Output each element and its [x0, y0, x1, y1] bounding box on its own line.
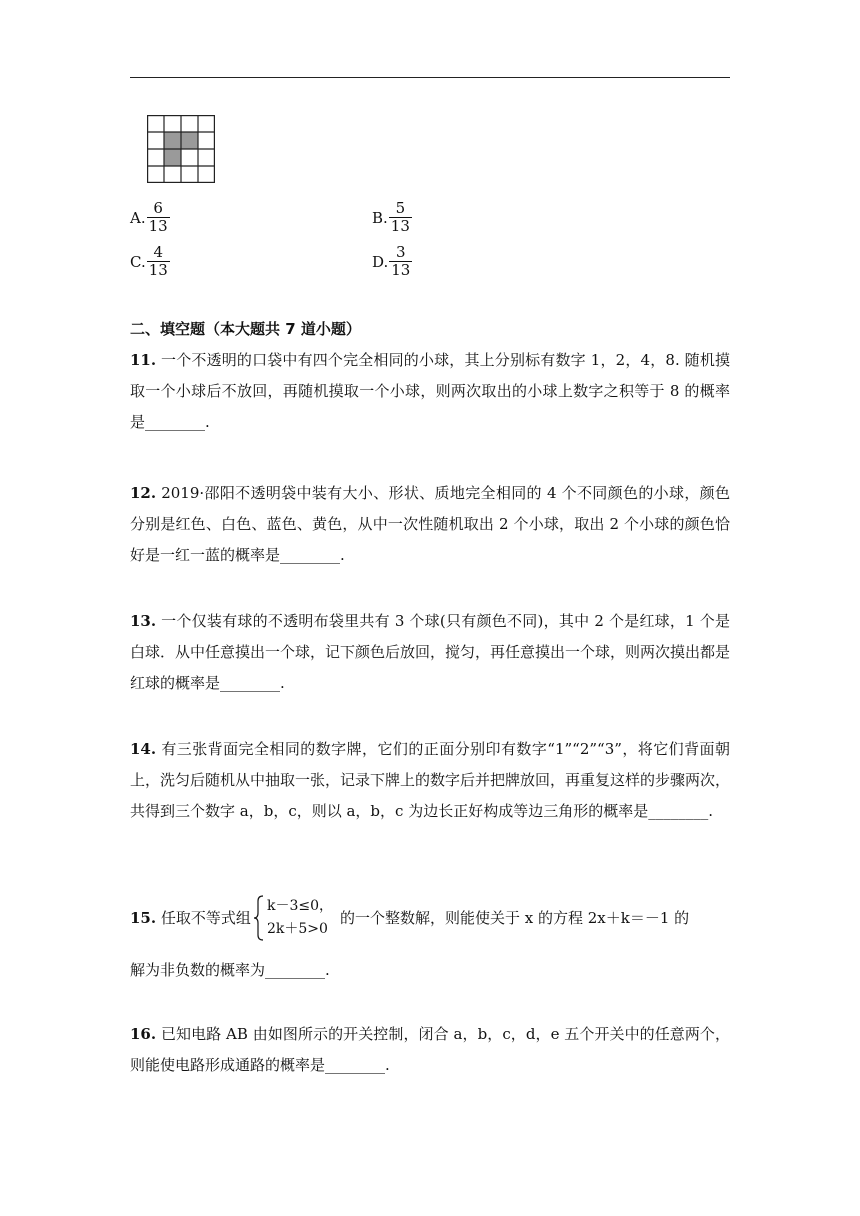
inequality-system	[253, 895, 333, 941]
question-text: 已知电路 AB 由如图所示的开关控制，闭合 a，b，c，d，e 五个开关中的任意两个，则能使电路形成通路的概率是________.	[130, 1025, 730, 1074]
numerator: 6	[153, 199, 163, 217]
question-text: 有三张背面完全相同的数字牌，它们的正面分别印有数字“1”“2”“3”，将它们背面朝上，洗匀后随机从中抽取一张，记录下牌上的数字后并把牌放回，再重复这样的步骤两次，共得到三个数字 a，b，c，则以 a，b，c 为边长正好构成等边三角形的概率是________.	[130, 740, 731, 820]
inequality-line-1: k－3≤0，	[267, 898, 334, 914]
question-text-post: 的一个整数解，则能使关于 x 的方程 2x＋k＝－1 的	[340, 909, 690, 927]
question-12	[130, 478, 730, 571]
option-letter: D.	[372, 252, 389, 271]
option-a	[130, 200, 170, 235]
question-14	[130, 734, 730, 827]
option-letter: C.	[130, 252, 146, 271]
question-number: 12.	[130, 484, 157, 502]
left-brace	[253, 895, 265, 941]
question-text: 2019·邵阳不透明袋中装有大小、形状、质地完全相同的 4 个不同颜色的小球，颜色分别是红色、白色、蓝色、黄色，从中一次性随机取出 2 个小球，取出 2 个小球的颜色恰好是一红一蓝的概率是________.	[130, 484, 730, 564]
fraction	[389, 200, 412, 235]
section-title: 二、填空题（本大题共 7 道小题）	[130, 320, 361, 338]
question-number: 16.	[130, 1025, 157, 1043]
denominator: 13	[148, 261, 168, 279]
denominator: 13	[390, 217, 410, 235]
option-c	[130, 244, 170, 279]
question-15-cont	[130, 955, 730, 986]
question-13	[130, 606, 730, 699]
fraction	[389, 244, 412, 279]
question-number: 14.	[130, 740, 157, 758]
option-letter: B.	[372, 208, 388, 227]
numerator: 3	[396, 243, 406, 261]
denominator: 13	[391, 261, 411, 279]
question-text: 一个仅装有球的不透明布袋里共有 3 个球(只有颜色不同)，其中 2 个是红球，1 个是白球．从中任意摸出一个球，记下颜色后放回，搅匀，再任意摸出一个球，则两次摸出都是红球的概率是________.	[130, 612, 731, 692]
question-16	[130, 1019, 730, 1081]
denominator: 13	[148, 217, 168, 235]
question-number: 11.	[130, 351, 157, 369]
option-letter: A.	[130, 208, 146, 227]
numerator: 4	[153, 243, 164, 261]
fraction	[147, 200, 170, 235]
numerator: 5	[395, 199, 406, 217]
shaded-grid-figure	[147, 115, 215, 183]
question-15-post	[340, 903, 732, 934]
question-11	[130, 345, 730, 438]
option-b	[372, 200, 412, 235]
inequality-line-2: 2k＋5>0	[267, 921, 328, 937]
question-number: 15.	[130, 909, 157, 927]
fraction	[147, 244, 170, 279]
question-number: 13.	[130, 612, 157, 630]
header-rule	[130, 77, 730, 78]
option-d	[372, 244, 412, 279]
question-text-pre: 任取不等式组	[156, 909, 251, 927]
question-text: 一个不透明的口袋中有四个完全相同的小球，其上分别标有数字 1，2，4，8. 随机摸取一个小球后不放回，再随机摸取一个小球，则两次取出的小球上数字之积等于 8 的概率是________.	[130, 351, 730, 431]
question-text-cont: 解为非负数的概率为________.	[130, 961, 330, 979]
